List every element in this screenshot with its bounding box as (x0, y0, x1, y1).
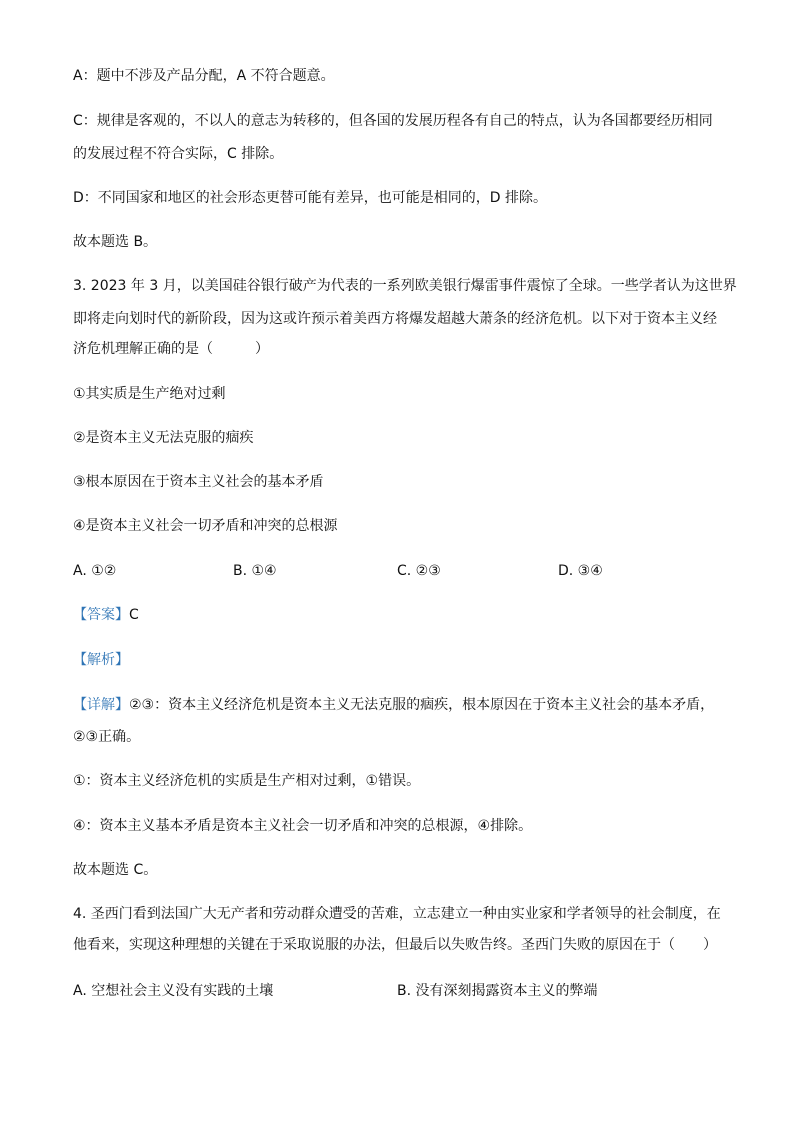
q3-detail-line2: ②③正确。 (73, 729, 141, 745)
explanation-d: D：不同国家和地区的社会形态更替可能有差异，也可能是相同的，D 排除。 (73, 190, 548, 206)
q3-detail-line4: ④：资本主义基本矛盾是资本主义社会一切矛盾和冲突的总根源，④排除。 (73, 818, 533, 834)
q3-statement-1: ①其实质是生产绝对过剩 (73, 386, 226, 402)
q4-option-b: B. 没有深刻揭露资本主义的弊端 (397, 983, 598, 999)
q3-stem-line2: 即将走向划时代的新阶段，因为这或许预示着美西方将爆发超越大萧条的经济危机。以下对于资本主义经 (73, 311, 717, 327)
q3-option-b: B. ①④ (233, 563, 277, 579)
answer-tag: 【答案】 (73, 607, 129, 623)
analysis-tag: 【解析】 (73, 652, 129, 668)
q3-answer (73, 606, 139, 624)
answer-value: C (129, 607, 139, 623)
detail-text: ②③：资本主义经济危机是资本主义无法克服的痼疾，根本原因在于资本主义社会的基本矛盾， (129, 697, 715, 713)
q3-analysis-heading (73, 651, 129, 669)
detail-tag: 【详解】 (73, 697, 129, 713)
q3-option-d: D. ③④ (558, 563, 603, 579)
q3-stem-line3: 济危机理解正确的是（ ） (73, 341, 269, 357)
q3-stem-line1: 3. 2023 年 3 月，以美国硅谷银行破产为代表的一系列欧美银行爆雷事件震惊了全球。一些学者认为这世界 (73, 278, 737, 294)
q3-statement-4: ④是资本主义社会一切矛盾和冲突的总根源 (73, 518, 338, 534)
q3-option-a: A. ①② (73, 563, 117, 579)
q4-option-a: A. 空想社会主义没有实践的土壤 (73, 983, 274, 999)
explanation-a: A：题中不涉及产品分配，A 不符合题意。 (73, 68, 335, 84)
explanation-c-line2: 的发展过程不符合实际，C 排除。 (73, 146, 284, 162)
conclusion-previous: 故本题选 B。 (73, 234, 158, 250)
q3-option-c: C. ②③ (397, 563, 441, 579)
q3-detail-line1 (73, 696, 714, 714)
q4-stem-line1: 4. 圣西门看到法国广大无产者和劳动群众遭受的苦难，立志建立一种由实业家和学者领导的社会制度，在 (73, 906, 721, 922)
q3-statement-2: ②是资本主义无法克服的痼疾 (73, 430, 254, 446)
explanation-c-line1: C：规律是客观的，不以人的意志为转移的，但各国的发展历程各有自己的特点，认为各国都要经历相同 (73, 113, 713, 129)
q3-conclusion: 故本题选 C。 (73, 862, 158, 878)
q3-detail-line3: ①：资本主义经济危机的实质是生产相对过剩，①错误。 (73, 773, 421, 789)
q3-statement-3: ③根本原因在于资本主义社会的基本矛盾 (73, 474, 324, 490)
q4-stem-line2: 他看来，实现这种理想的关键在于采取说服的办法，但最后以失败告终。圣西门失败的原因在于（ ） (73, 937, 717, 953)
